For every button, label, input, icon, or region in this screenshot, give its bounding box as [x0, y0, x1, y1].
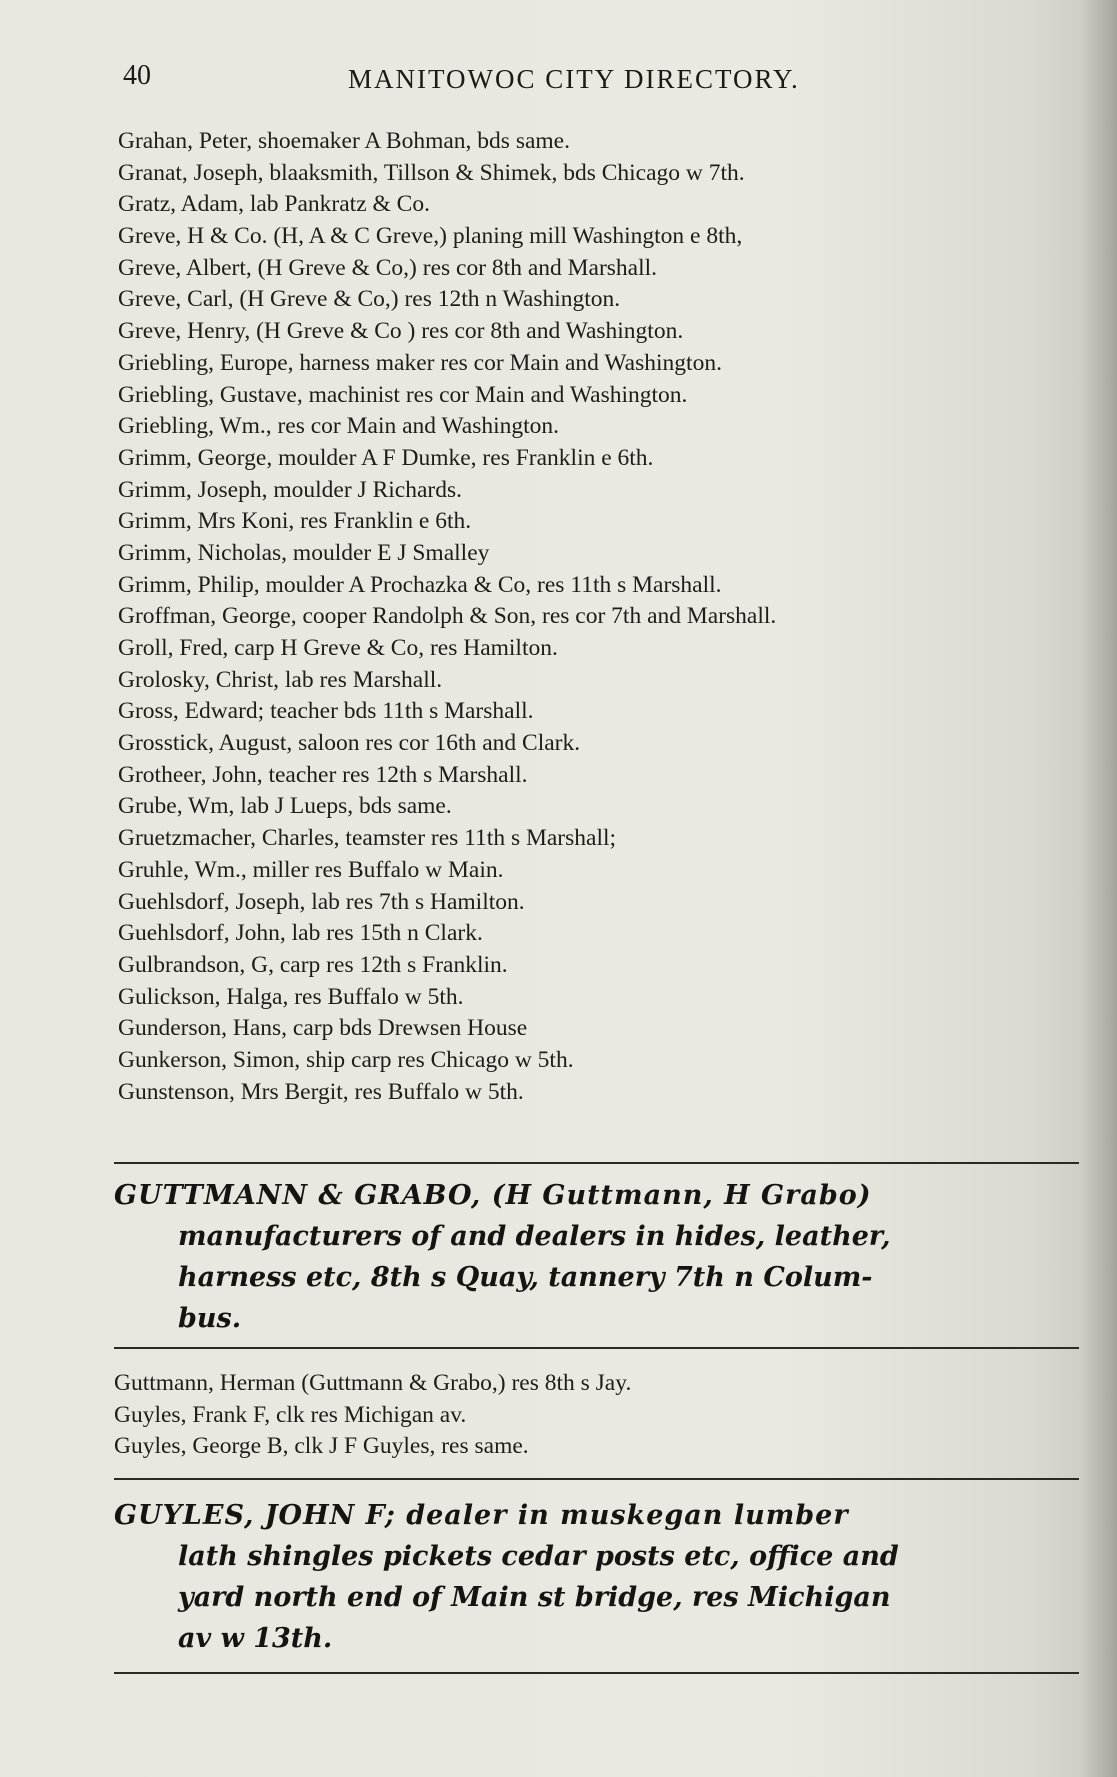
list-item: Griebling, Wm., res cor Main and Washington.	[118, 413, 560, 440]
list-item: Guttmann, Herman (Guttmann & Grabo,) res 8th s Jay.	[114, 1370, 632, 1396]
binding-shadow	[1081, 0, 1117, 1777]
list-item: Grimm, Nicholas, moulder E J Smalley	[118, 539, 490, 566]
ad-line: yard north end of Main st bridge, res Michigan	[178, 1582, 891, 1613]
list-item: Groffman, George, cooper Randolph & Son, res cor 7th and Marshall.	[118, 603, 777, 630]
list-item: Grube, Wm, lab J Lueps, bds same.	[118, 793, 452, 820]
list-item: Grotheer, John, teacher res 12th s Marshall.	[118, 761, 528, 788]
divider-rule	[114, 1347, 1079, 1349]
list-item: Groll, Fred, carp H Greve & Co, res Hamilton.	[118, 635, 558, 661]
ad-line: harness etc, 8th s Quay, tannery 7th n Colum-	[178, 1262, 873, 1293]
list-item: Grimm, George, moulder A F Dumke, res Franklin e 6th.	[118, 444, 654, 471]
running-title: MANITOWOC CITY DIRECTORY.	[348, 64, 800, 94]
list-item: Greve, Carl, (H Greve & Co,) res 12th n Washington.	[118, 286, 621, 313]
list-item: Gratz, Adam, lab Pankratz & Co.	[118, 191, 430, 218]
list-item: Griebling, Gustave, machinist res cor Main and Washington.	[118, 381, 688, 408]
divider-rule	[114, 1672, 1079, 1674]
directory-entries	[114, 1368, 1044, 1463]
list-item: Guehlsdorf, Joseph, lab res 7th s Hamilton.	[118, 888, 525, 915]
list-item: Guehlsdorf, John, lab res 15th n Clark.	[118, 920, 483, 947]
advertisement-guyles	[114, 1495, 1086, 1659]
page-header	[0, 56, 1117, 96]
ad-line: av w 13th.	[178, 1623, 333, 1654]
list-item: Gruetzmacher, Charles, teamster res 11th s Marshall;	[118, 825, 617, 852]
divider-rule	[114, 1478, 1079, 1480]
ad-line: lath shingles pickets cedar posts etc, office and	[178, 1541, 899, 1572]
list-item: Gunderson, Hans, carp bds Drewsen House	[118, 1015, 528, 1042]
ad-line: bus.	[178, 1303, 242, 1334]
list-item: Greve, H & Co. (H, A & C Greve,) planing mill Washington e 8th,	[118, 223, 743, 250]
list-item: Gulbrandson, G, carp res 12th s Franklin.	[118, 951, 508, 978]
list-item: Greve, Albert, (H Greve & Co,) res cor 8th and Marshall.	[118, 254, 658, 281]
list-item: Grimm, Mrs Koni, res Franklin e 6th.	[118, 508, 472, 535]
list-item: Grimm, Philip, moulder A Prochazka & Co, res 11th s Marshall.	[118, 571, 722, 598]
ad-line: manufacturers of and dealers in hides, leather,	[178, 1221, 891, 1252]
advertisement-guttmann-grabo	[114, 1175, 1086, 1339]
page-number: 40	[123, 60, 151, 91]
list-item: Gruhle, Wm., miller res Buffalo w Main.	[118, 856, 504, 883]
list-item: Grosstick, August, saloon res cor 16th and Clark.	[118, 730, 581, 757]
list-item: Granat, Joseph, blaaksmith, Tillson & Shimek, bds Chicago w 7th.	[118, 159, 745, 186]
list-item: Gunstenson, Mrs Bergit, res Buffalo w 5th.	[118, 1078, 524, 1105]
list-item: Gunkerson, Simon, ship carp res Chicago w 5th.	[118, 1046, 574, 1073]
divider-rule	[114, 1162, 1079, 1164]
list-item: Gross, Edward; teacher bds 11th s Marshall.	[118, 698, 534, 725]
list-item: Grolosky, Christ, lab res Marshall.	[118, 666, 443, 693]
list-item: Grimm, Joseph, moulder J Richards.	[118, 476, 462, 503]
ad-line: GUTTMANN & GRABO, (H Guttmann, H Grabo)	[114, 1180, 872, 1211]
directory-entries	[118, 126, 1048, 1108]
list-item: Guyles, George B, clk J F Guyles, res same.	[114, 1433, 529, 1460]
list-item: Greve, Henry, (H Greve & Co ) res cor 8th and Washington.	[118, 318, 684, 345]
ad-line: GUYLES, JOHN F; dealer in muskegan lumber	[114, 1500, 849, 1531]
list-item: Gulickson, Halga, res Buffalo w 5th.	[118, 983, 464, 1010]
list-item: Grahan, Peter, shoemaker A Bohman, bds same.	[118, 128, 570, 154]
list-item: Guyles, Frank F, clk res Michigan av.	[114, 1401, 467, 1428]
list-item: Griebling, Europe, harness maker res cor Main and Washington.	[118, 349, 722, 376]
